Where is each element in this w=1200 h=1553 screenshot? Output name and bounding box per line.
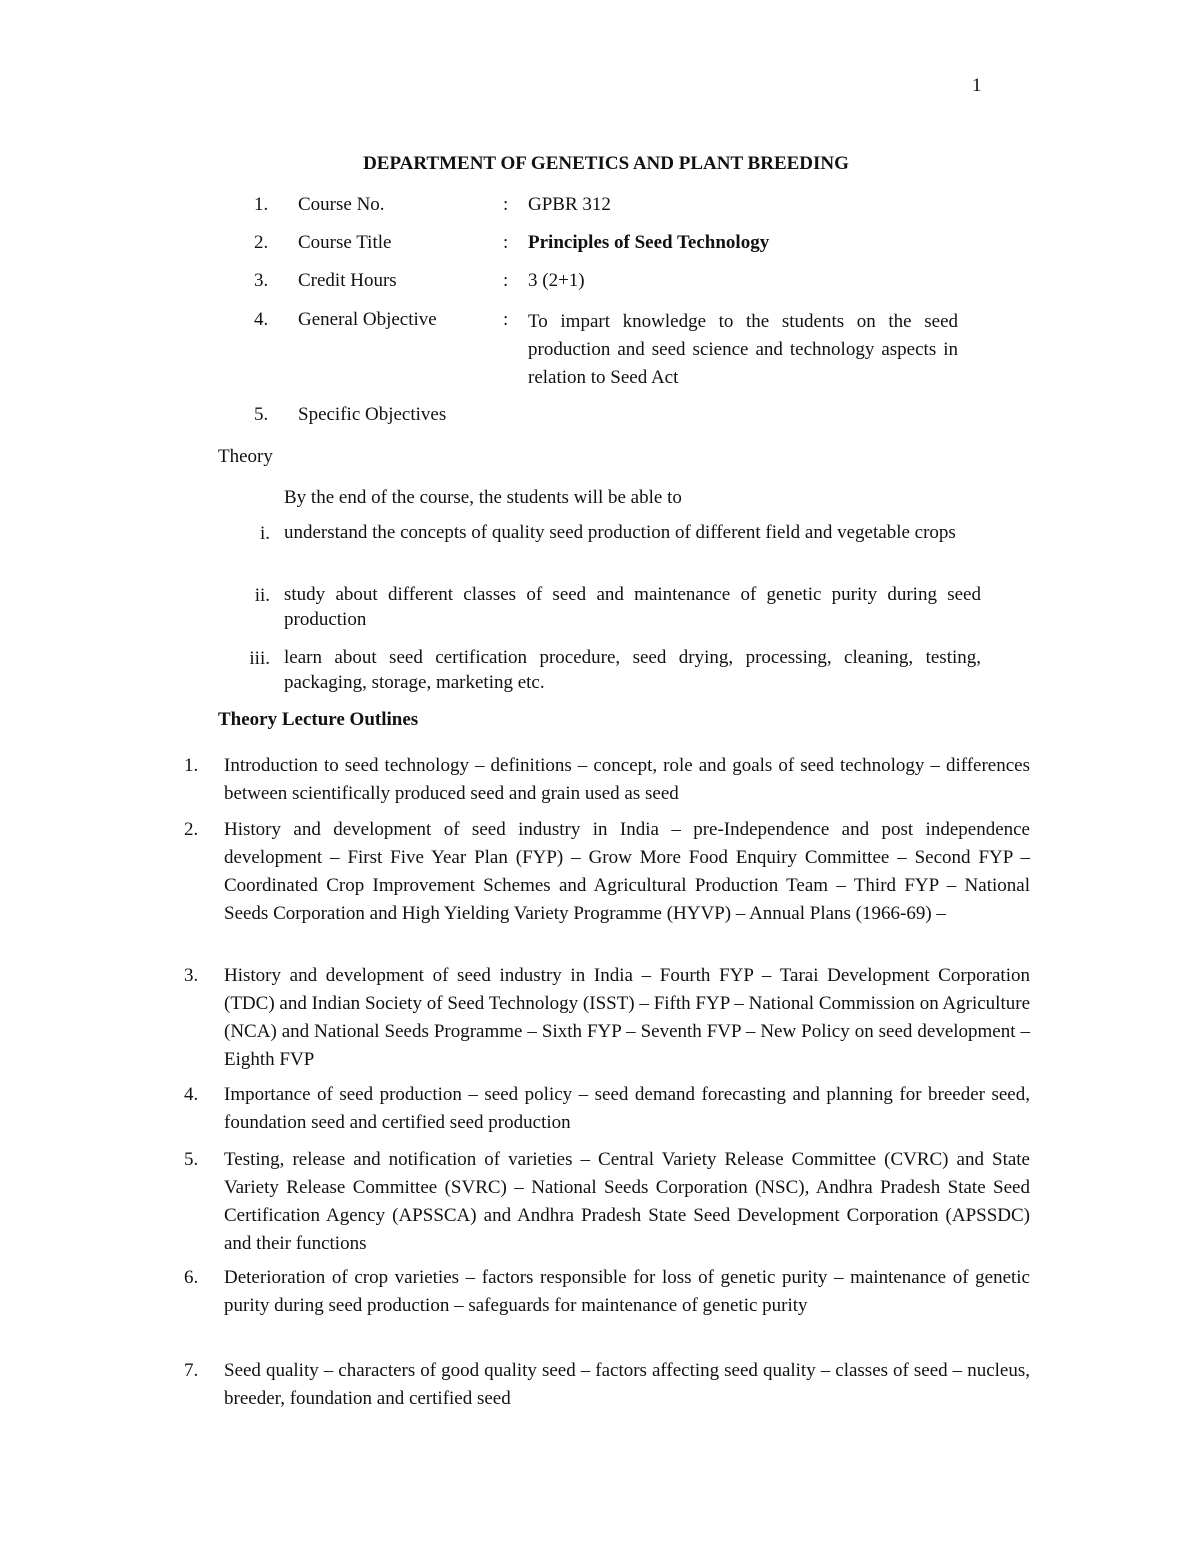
objective-text: study about different classes of seed and maintenance of genetic purity during seed production [284,584,981,630]
lecture-text: Testing, release and notification of varieties – Central Variety Release Committee (CVRC) and State Variety Release Committee (SVRC) – National Seeds Corporation (NSC), Andhra Pradesh State Seed Certification Agency (APSSCA) and Andhra Pradesh State Seed Development Corporation (APSSDC) and their functions [224,1149,1030,1254]
lecture-text: History and development of seed industry in India – pre-Independence and post independence development – First Five Year Plan (FYP) – Grow More Food Enquiry Committee – Second FYP – Coordinated Crop Improvement Schemes and Agricultural Production Team – Third FYP – National Seeds Corporation and High Yielding Variety Programme (HYVP) – Annual Plans (1966-69) – [224,819,1030,924]
lecture-number: 4. [184,1084,199,1105]
course-info-number: 3. [254,270,269,291]
lecture-number: 1. [184,755,199,776]
theory-label: Theory [218,446,273,467]
objective-text: understand the concepts of quality seed production of different field and vegetable crops [284,522,956,543]
course-info-label: Course Title [298,232,392,253]
course-info-colon: : [503,270,509,291]
course-info-number: 4. [254,309,269,330]
objectives-intro: By the end of the course, the students will be able to [284,487,682,508]
course-info-colon: : [503,194,509,215]
objective-number: iii. [249,648,270,669]
general-objective-value: To impart knowledge to the students on the seed production and seed science and technology aspects in relation to Seed Act [528,311,958,388]
lecture-number: 2. [184,819,199,840]
department-heading: DEPARTMENT OF GENETICS AND PLANT BREEDING [363,153,849,174]
lecture-text: Importance of seed production – seed policy – seed demand forecasting and planning for breeder seed, foundation seed and certified seed production [224,1084,1030,1133]
course-info-number: 5. [254,404,269,425]
page-number: 1 [972,75,982,96]
theory-lecture-outlines-heading: Theory Lecture Outlines [218,709,419,730]
lecture-number: 5. [184,1149,199,1170]
course-info-colon: : [503,232,509,253]
lecture-number: 6. [184,1267,199,1288]
lecture-text: Seed quality – characters of good quality seed – factors affecting seed quality – classes of seed – nucleus, breeder, foundation and certified seed [224,1360,1030,1409]
course-info-value: 3 (2+1) [528,270,585,291]
course-info-number: 1. [254,194,269,215]
course-info-label: Specific Objectives [298,404,447,425]
course-title-value: Principles of Seed Technology [528,232,770,253]
course-info-label: Credit Hours [298,270,397,291]
lecture-number: 7. [184,1360,199,1381]
course-info-colon: : [503,309,509,330]
course-info-label: General Objective [298,309,437,330]
course-info-value: GPBR 312 [528,194,611,215]
lecture-text: Introduction to seed technology – definitions – concept, role and goals of seed technology – differences between scientifically produced seed and grain used as seed [224,755,1030,804]
objective-text: learn about seed certification procedure, seed drying, processing, cleaning, testing, packaging, storage, marketing etc. [284,647,981,693]
course-info-label: Course No. [298,194,385,215]
lecture-text: History and development of seed industry in India – Fourth FYP – Tarai Development Corporation (TDC) and Indian Society of Seed Technology (ISST) – Fifth FYP – National Commission on Agriculture (NCA) and National Seeds Programme – Sixth FYP – Seventh FVP – New Policy on seed development – Eighth FVP [224,965,1030,1070]
lecture-number: 3. [184,965,199,986]
course-info-number: 2. [254,232,269,253]
objective-number: ii. [254,585,270,606]
lecture-text: Deterioration of crop varieties – factors responsible for loss of genetic purity – maintenance of genetic purity during seed production – safeguards for maintenance of genetic purity [224,1267,1030,1316]
objective-number: i. [259,523,270,544]
